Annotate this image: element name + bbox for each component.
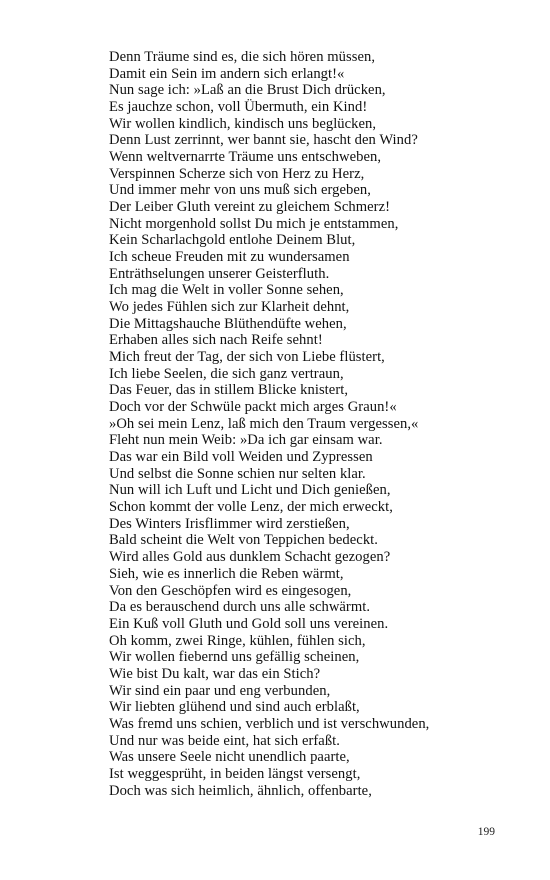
poem-line: Sieh, wie es innerlich die Reben wärmt, xyxy=(109,565,344,582)
poem-line: Ich liebe Seelen, die sich ganz vertraun, xyxy=(109,365,344,382)
poem-line: Oh komm, zwei Ringe, kühlen, fühlen sich, xyxy=(109,632,366,649)
poem-line: Fleht nun mein Weib: »Da ich gar einsam war. xyxy=(109,432,383,449)
poem-line: Was fremd uns schien, verblich und ist verschwunden, xyxy=(109,715,430,732)
poem-line: Das Feuer, das in stillem Blicke knistert, xyxy=(109,382,349,399)
poem-line: Damit ein Sein im andern sich erlangt!« xyxy=(109,65,345,82)
poem-line: Denn Lust zerrinnt, wer bannt sie, hascht den Wind? xyxy=(109,132,418,149)
poem-line: Enträthselungen unserer Geisterfluth. xyxy=(109,265,330,282)
poem-line: Wir wollen kindlich, kindisch uns beglücken, xyxy=(109,115,377,132)
poem-line: Das war ein Bild voll Weiden und Zypressen xyxy=(109,449,373,466)
poem-line: Nun will ich Luft und Licht und Dich genießen, xyxy=(109,482,391,499)
poem-line: Bald scheint die Welt von Teppichen bedeckt. xyxy=(109,532,378,549)
poem-line: Und immer mehr von uns muß sich ergeben, xyxy=(109,182,371,199)
poem-line: »Oh sei mein Lenz, laß mich den Traum vergessen,« xyxy=(109,415,419,432)
poem-line: Nicht morgenhold sollst Du mich je entstammen, xyxy=(109,215,399,232)
poem-line: Schon kommt der volle Lenz, der mich erweckt, xyxy=(109,499,393,516)
poem-line: Wir liebten glühend und sind auch erblaßt, xyxy=(109,699,360,716)
poem-line: Kein Scharlachgold entlohe Deinem Blut, xyxy=(109,232,356,249)
poem-line: Und nur was beide eint, hat sich erfaßt. xyxy=(109,732,340,749)
poem-line: Wenn weltvernarrte Träume uns entschweben, xyxy=(109,149,382,166)
page-number: 199 xyxy=(477,826,495,838)
poem-line: Denn Träume sind es, die sich hören müssen, xyxy=(109,49,376,65)
poem-line: Ich mag die Welt in voller Sonne sehen, xyxy=(109,282,344,299)
poem-line: Wir wollen fiebernd uns gefällig scheinen, xyxy=(109,649,360,666)
poem-line: Ist weggesprüht, in beiden längst versengt, xyxy=(109,765,361,782)
poem-line: Nun sage ich: »Laß an die Brust Dich drücken, xyxy=(109,82,386,99)
poem-line: Von den Geschöpfen wird es eingesogen, xyxy=(109,582,352,599)
poem-line: Da es berauschend durch uns alle schwärmt. xyxy=(109,599,371,616)
poem-line: Die Mittagshauche Blüthendüfte wehen, xyxy=(109,315,347,332)
poem-line: Und selbst die Sonne schien nur selten klar. xyxy=(109,465,366,482)
poem-line: Was unsere Seele nicht unendlich paarte, xyxy=(109,749,350,766)
poem-line: Ein Kuß voll Gluth und Gold soll uns vereinen. xyxy=(109,615,389,632)
poem-line: Wie bist Du kalt, war das ein Stich? xyxy=(109,665,321,682)
poem-line: Doch was sich heimlich, ähnlich, offenbarte, xyxy=(109,782,372,799)
poem-line: Des Winters Irisflimmer wird zerstießen, xyxy=(109,515,350,532)
poem-line: Wird alles Gold aus dunklem Schacht gezogen? xyxy=(109,549,391,566)
poem-line: Mich freut der Tag, der sich von Liebe flüstert, xyxy=(109,349,385,366)
poem-text xyxy=(109,49,529,799)
poem-line: Verspinnen Scherze sich von Herz zu Herz, xyxy=(109,165,365,182)
poem-line: Wo jedes Fühlen sich zur Klarheit dehnt, xyxy=(109,299,350,316)
poem-line: Es jauchze schon, voll Übermuth, ein Kind! xyxy=(109,99,368,116)
poem-line: Wir sind ein paar und eng verbunden, xyxy=(109,682,331,699)
poem-line: Erhaben alles sich nach Reife sehnt! xyxy=(109,332,323,349)
poem-line: Ich scheue Freuden mit zu wundersamen xyxy=(109,249,350,266)
poem-line: Der Leiber Gluth vereint zu gleichem Schmerz! xyxy=(109,199,391,216)
poem-line: Doch vor der Schwüle packt mich arges Graun!« xyxy=(109,399,397,416)
